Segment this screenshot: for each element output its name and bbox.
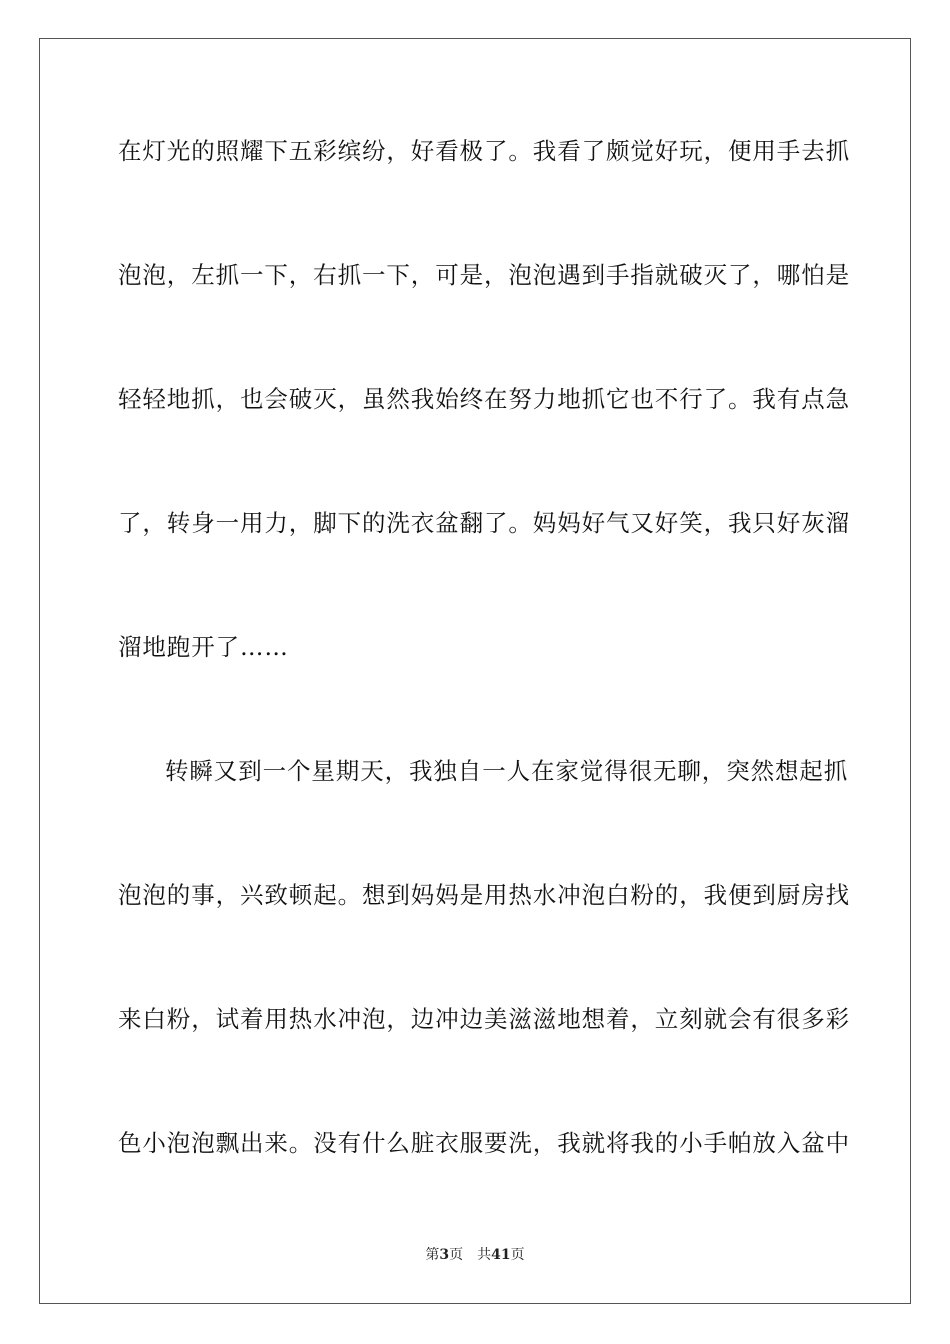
text-line-3: 轻轻地抓，也会破灭，虽然我始终在努力地抓它也不行了。我有点急 (118, 385, 850, 413)
text-line-8: 来白粉，试着用热水冲泡，边冲边美滋滋地想着，立刻就会有很多彩 (118, 1005, 850, 1033)
text-line-2: 泡泡，左抓一下，右抓一下，可是，泡泡遇到手指就破灭了，哪怕是 (118, 261, 850, 289)
text-line-5: 溜地跑开了…… (118, 633, 289, 661)
total-pages-suffix: 页 (510, 1247, 525, 1263)
text-line-7: 泡泡的事，兴致顿起。想到妈妈是用热水冲泡白粉的，我便到厨房找 (118, 881, 850, 909)
page-border (39, 38, 911, 1304)
page-footer (0, 1246, 950, 1264)
text-line-1: 在灯光的照耀下五彩缤纷，好看极了。我看了颇觉好玩，便用手去抓 (118, 137, 850, 165)
page-number-current: 3 (439, 1247, 450, 1263)
page-number-prefix: 第 (425, 1247, 440, 1263)
total-pages-count: 41 (491, 1247, 511, 1263)
page-number-suffix: 页 (449, 1247, 464, 1263)
text-line-4: 了，转身一用力，脚下的洗衣盆翻了。妈妈好气又好笑，我只好灰溜 (118, 509, 850, 537)
total-pages-prefix: 共 (477, 1247, 492, 1263)
text-line-6: 转瞬又到一个星期天，我独自一人在家觉得很无聊，突然想起抓 (165, 757, 849, 785)
text-line-9: 色小泡泡飘出来。没有什么脏衣服要洗，我就将我的小手帕放入盆中 (118, 1129, 850, 1157)
